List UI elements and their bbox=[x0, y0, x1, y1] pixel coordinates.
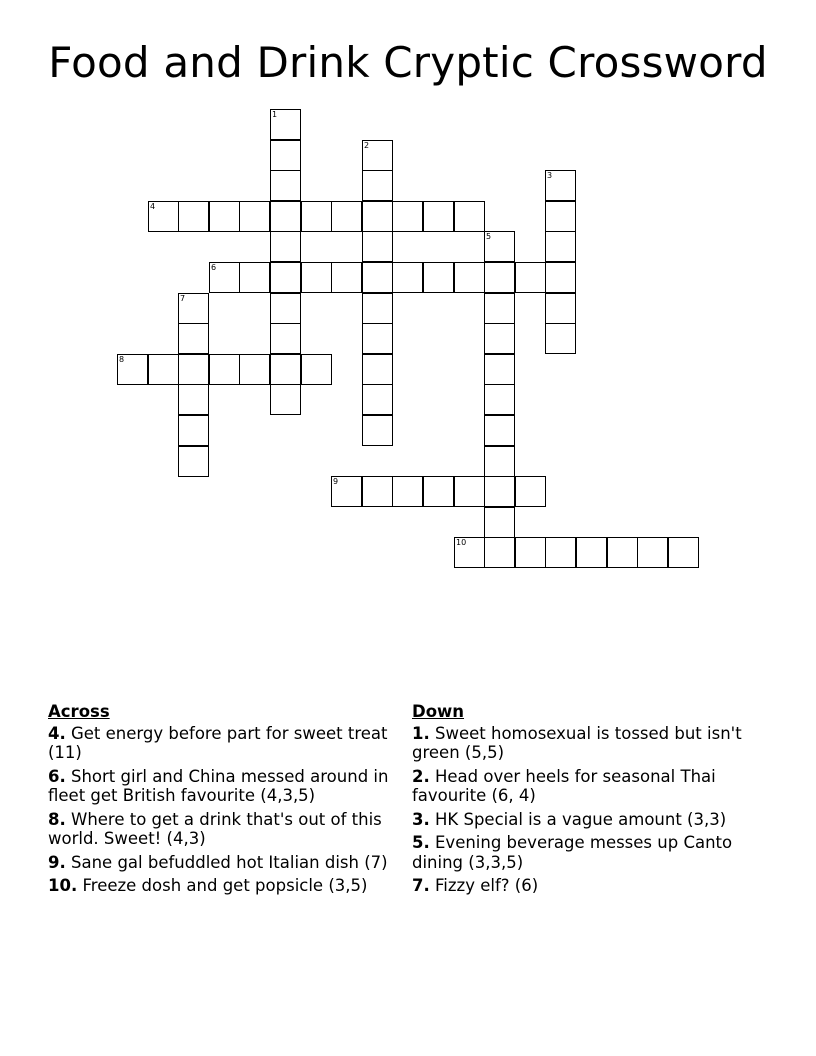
grid-cell[interactable] bbox=[545, 262, 576, 293]
down-clue bbox=[412, 810, 762, 830]
grid-cell[interactable] bbox=[301, 201, 332, 232]
clue-number: 2. bbox=[412, 766, 430, 786]
grid-cell[interactable] bbox=[484, 262, 515, 293]
cell-number: 5 bbox=[486, 232, 492, 241]
grid-cell[interactable] bbox=[362, 262, 393, 293]
cell-number: 9 bbox=[333, 477, 339, 486]
grid-cell[interactable] bbox=[545, 537, 576, 568]
cell-number: 2 bbox=[364, 141, 370, 150]
grid-cell[interactable] bbox=[362, 293, 393, 324]
grid-cell[interactable] bbox=[545, 201, 576, 232]
grid-cell[interactable] bbox=[270, 140, 301, 171]
grid-cell[interactable] bbox=[362, 140, 393, 171]
grid-cell[interactable] bbox=[515, 537, 546, 568]
grid-cell[interactable] bbox=[178, 201, 209, 232]
clue-number: 5. bbox=[412, 833, 430, 852]
grid-cell[interactable] bbox=[301, 262, 332, 293]
grid-cell[interactable] bbox=[484, 446, 515, 477]
grid-cell[interactable] bbox=[239, 201, 270, 232]
grid-cell[interactable] bbox=[331, 262, 362, 293]
grid-cell[interactable] bbox=[117, 354, 148, 385]
clue-text: Sweet homosexual is tossed but isn't green (5,5) bbox=[412, 723, 742, 762]
cell-number: 6 bbox=[211, 263, 217, 272]
down-clue bbox=[412, 833, 762, 872]
across-heading: Across bbox=[48, 702, 110, 721]
clue-text: Fizzy elf? (6) bbox=[435, 876, 539, 895]
down-clues bbox=[412, 702, 762, 900]
clue-number: 4. bbox=[48, 723, 66, 743]
grid-cell[interactable] bbox=[484, 537, 515, 568]
grid-cell[interactable] bbox=[331, 201, 362, 232]
clue-number: 7. bbox=[412, 876, 430, 895]
grid-cell[interactable] bbox=[484, 231, 515, 262]
grid-cell[interactable] bbox=[209, 201, 240, 232]
grid-cell[interactable] bbox=[545, 231, 576, 262]
grid-cell[interactable] bbox=[515, 476, 546, 507]
grid-cell[interactable] bbox=[423, 476, 454, 507]
cell-number: 4 bbox=[150, 202, 156, 211]
grid-cell[interactable] bbox=[362, 415, 393, 446]
cell-number: 7 bbox=[180, 294, 186, 303]
grid-cell[interactable] bbox=[178, 415, 209, 446]
grid-cell[interactable] bbox=[484, 476, 515, 507]
grid-cell[interactable] bbox=[270, 293, 301, 324]
grid-cell[interactable] bbox=[362, 201, 393, 232]
grid-cell[interactable] bbox=[178, 446, 209, 477]
across-clue bbox=[48, 810, 398, 849]
grid-cell[interactable] bbox=[239, 262, 270, 293]
grid-cell[interactable] bbox=[454, 262, 485, 293]
grid-cell[interactable] bbox=[270, 231, 301, 262]
grid-cell[interactable] bbox=[148, 201, 179, 232]
grid-cell[interactable] bbox=[301, 354, 332, 385]
page-title: Food and Drink Cryptic Crossword bbox=[48, 38, 768, 87]
down-heading: Down bbox=[412, 702, 465, 721]
grid-cell[interactable] bbox=[484, 507, 515, 538]
grid-cell[interactable] bbox=[392, 476, 423, 507]
across-clue bbox=[48, 876, 398, 896]
grid-cell[interactable] bbox=[178, 354, 209, 385]
grid-cell[interactable] bbox=[362, 231, 393, 262]
grid-cell[interactable] bbox=[454, 537, 485, 568]
cell-number: 3 bbox=[547, 171, 553, 180]
grid-cell[interactable] bbox=[362, 354, 393, 385]
clue-text: HK Special is a vague amount (3,3) bbox=[435, 809, 727, 829]
grid-cell[interactable] bbox=[362, 170, 393, 201]
grid-cell[interactable] bbox=[484, 354, 515, 385]
grid-cell[interactable] bbox=[270, 109, 301, 140]
grid-cell[interactable] bbox=[515, 262, 546, 293]
clue-number: 6. bbox=[48, 766, 66, 786]
grid-cell[interactable] bbox=[209, 262, 240, 293]
clue-number: 1. bbox=[412, 723, 430, 743]
grid-cell[interactable] bbox=[545, 293, 576, 324]
grid-cell[interactable] bbox=[484, 293, 515, 324]
grid-cell[interactable] bbox=[423, 201, 454, 232]
clue-text: Short girl and China messed around in fleet get British favourite (4,3,5) bbox=[48, 766, 389, 805]
grid-cell[interactable] bbox=[362, 384, 393, 415]
down-clue bbox=[412, 767, 762, 806]
grid-cell[interactable] bbox=[270, 384, 301, 415]
grid-cell[interactable] bbox=[607, 537, 638, 568]
grid-cell[interactable] bbox=[454, 476, 485, 507]
grid-cell[interactable] bbox=[362, 476, 393, 507]
clue-text: Head over heels for seasonal Thai favourite (6, 4) bbox=[412, 766, 716, 805]
grid-cell[interactable] bbox=[270, 354, 301, 385]
grid-cell[interactable] bbox=[331, 476, 362, 507]
down-clue bbox=[412, 876, 762, 896]
down-clue bbox=[412, 724, 762, 763]
across-clue bbox=[48, 724, 398, 763]
grid-cell[interactable] bbox=[484, 415, 515, 446]
grid-cell[interactable] bbox=[239, 354, 270, 385]
grid-cell[interactable] bbox=[209, 354, 240, 385]
clue-number: 9. bbox=[48, 852, 66, 872]
grid-cell[interactable] bbox=[392, 262, 423, 293]
grid-cell[interactable] bbox=[270, 262, 301, 293]
grid-cell[interactable] bbox=[392, 201, 423, 232]
grid-cell[interactable] bbox=[270, 201, 301, 232]
grid-cell[interactable] bbox=[270, 170, 301, 201]
grid-cell[interactable] bbox=[668, 537, 699, 568]
grid-cell[interactable] bbox=[576, 537, 607, 568]
clue-text: Freeze dosh and get popsicle (3,5) bbox=[82, 876, 368, 895]
grid-cell[interactable] bbox=[178, 323, 209, 354]
grid-cell[interactable] bbox=[545, 323, 576, 354]
grid-cell[interactable] bbox=[270, 323, 301, 354]
clue-number: 8. bbox=[48, 809, 66, 829]
grid-cell[interactable] bbox=[545, 170, 576, 201]
clue-text: Get energy before part for sweet treat (11) bbox=[48, 723, 388, 762]
grid-cell[interactable] bbox=[484, 323, 515, 354]
across-clue bbox=[48, 853, 398, 873]
across-clue bbox=[48, 767, 398, 806]
grid-cell[interactable] bbox=[423, 262, 454, 293]
cell-number: 1 bbox=[272, 110, 278, 119]
clue-text: Where to get a drink that's out of this world. Sweet! (4,3) bbox=[48, 809, 382, 848]
grid-cell[interactable] bbox=[454, 201, 485, 232]
clue-text: Evening beverage messes up Canto dining (3,3,5) bbox=[412, 833, 733, 872]
cell-number: 8 bbox=[119, 355, 125, 364]
clue-number: 10. bbox=[48, 876, 78, 895]
cell-number: 10 bbox=[456, 538, 467, 547]
clue-number: 3. bbox=[412, 809, 430, 829]
grid-cell[interactable] bbox=[637, 537, 668, 568]
grid-cell[interactable] bbox=[178, 293, 209, 324]
grid-cell[interactable] bbox=[148, 354, 179, 385]
grid-cell[interactable] bbox=[362, 323, 393, 354]
grid-cell[interactable] bbox=[178, 384, 209, 415]
across-clues bbox=[48, 702, 398, 900]
clue-text: Sane gal befuddled hot Italian dish (7) bbox=[71, 852, 388, 872]
grid-cell[interactable] bbox=[484, 384, 515, 415]
